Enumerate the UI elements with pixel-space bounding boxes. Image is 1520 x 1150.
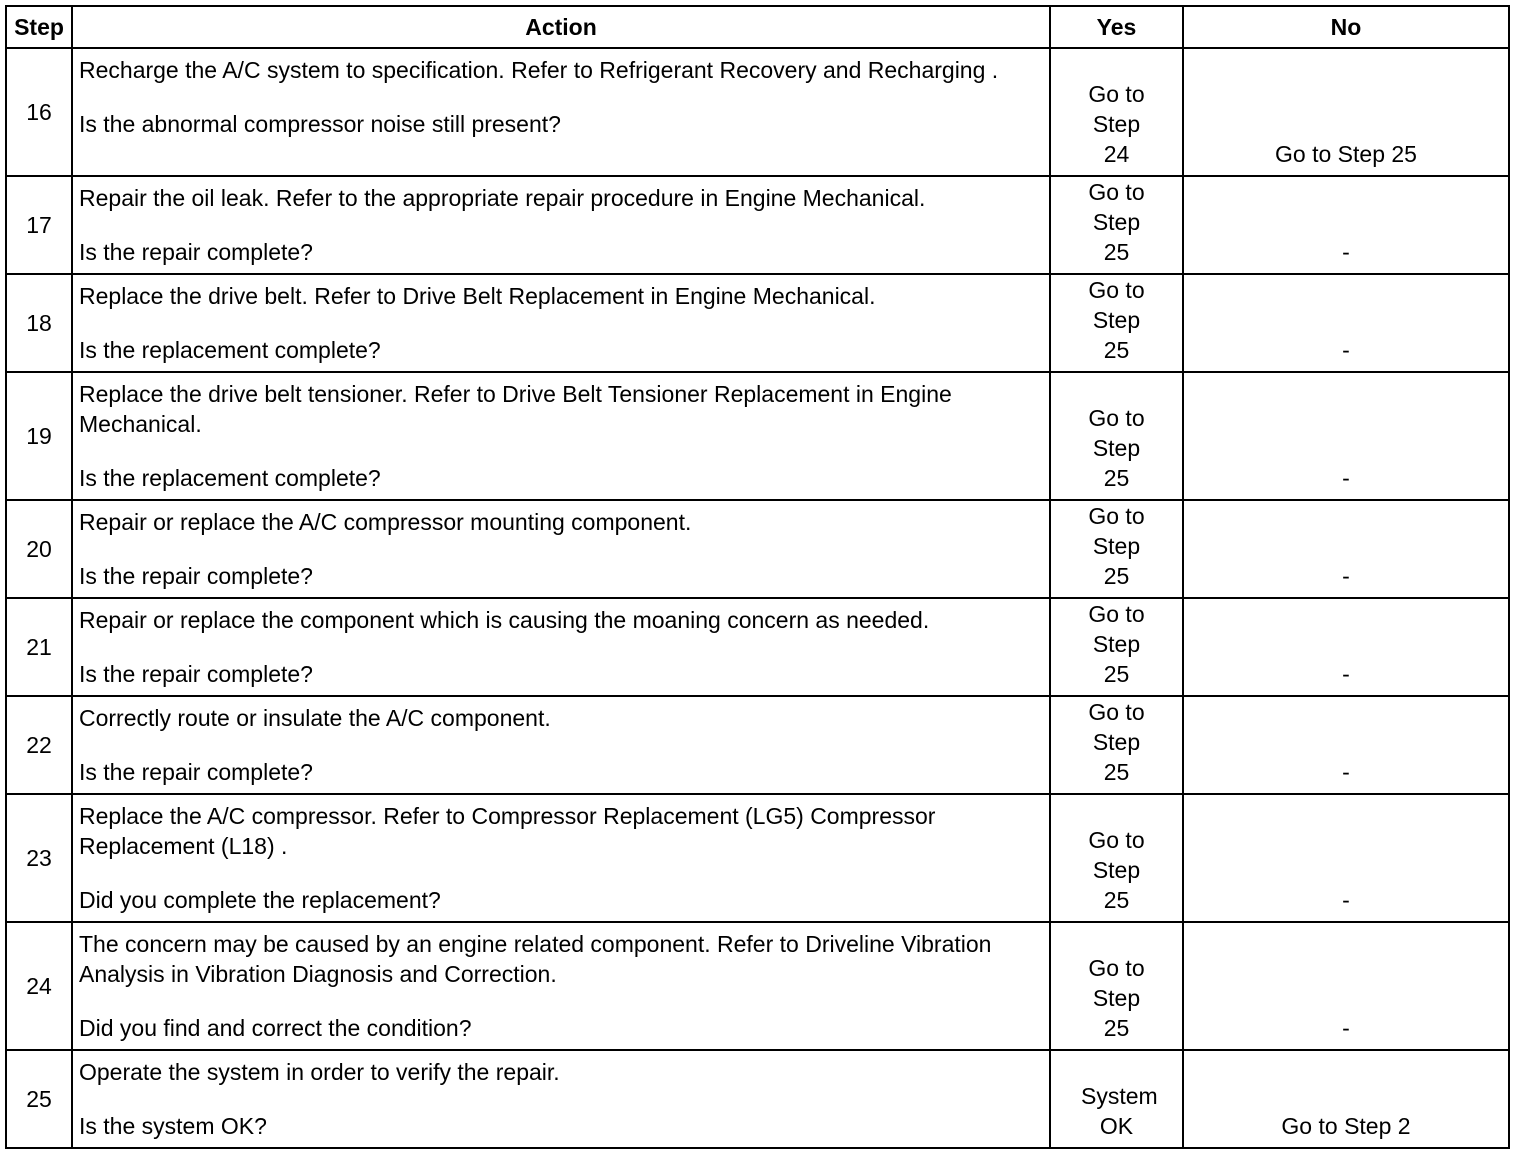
action-question: Did you complete the replacement?	[79, 887, 441, 913]
step-number: 17	[6, 176, 72, 274]
action-question: Is the system OK?	[79, 1113, 267, 1139]
step-number: 20	[6, 500, 72, 598]
action-instruction: Replace the drive belt. Refer to Drive Belt Replacement in Engine Mechanical.	[79, 283, 876, 309]
action-question: Is the replacement complete?	[79, 337, 381, 363]
action-question: Is the replacement complete?	[79, 465, 381, 491]
action-question: Is the repair complete?	[79, 661, 313, 687]
step-number: 22	[6, 696, 72, 794]
yes-result: Go to Step 25	[1050, 372, 1183, 500]
header-step: Step	[6, 6, 72, 48]
no-result: Go to Step 2	[1183, 1050, 1509, 1148]
table-row	[6, 1050, 1509, 1148]
action-question: Is the repair complete?	[79, 759, 313, 785]
action-instruction: Repair or replace the A/C compressor mounting component.	[79, 509, 692, 535]
action-instruction: Recharge the A/C system to specification. Refer to Refrigerant Recovery and Recharging .	[79, 57, 999, 83]
step-number: 25	[6, 1050, 72, 1148]
action-instruction: Repair the oil leak. Refer to the appropriate repair procedure in Engine Mechanical.	[79, 185, 926, 211]
action-question: Did you find and correct the condition?	[79, 1015, 472, 1041]
table-row	[6, 598, 1509, 696]
table-row	[6, 922, 1509, 1050]
diagnostic-table	[5, 5, 1510, 1149]
action-question: Is the repair complete?	[79, 239, 313, 265]
step-number: 23	[6, 794, 72, 922]
table-row	[6, 794, 1509, 922]
table-row	[6, 48, 1509, 176]
action-instruction: Replace the drive belt tensioner. Refer to Drive Belt Tensioner Replacement in Engine Mechanical.	[79, 381, 952, 437]
table-row	[6, 274, 1509, 372]
step-number: 18	[6, 274, 72, 372]
step-number: 19	[6, 372, 72, 500]
yes-result: Go to Step 24	[1050, 48, 1183, 176]
no-result: -	[1183, 696, 1509, 794]
no-result: -	[1183, 500, 1509, 598]
header-yes: Yes	[1050, 6, 1183, 48]
step-number: 21	[6, 598, 72, 696]
yes-result: Go to Step 25	[1050, 176, 1183, 274]
header-row	[6, 6, 1509, 48]
header-no: No	[1183, 6, 1509, 48]
action-cell	[72, 372, 1050, 500]
action-instruction: Repair or replace the component which is causing the moaning concern as needed.	[79, 607, 930, 633]
action-cell	[72, 48, 1050, 176]
yes-result: Go to Step 25	[1050, 922, 1183, 1050]
action-question: Is the repair complete?	[79, 563, 313, 589]
action-cell	[72, 500, 1050, 598]
action-instruction: Operate the system in order to verify the repair.	[79, 1059, 560, 1085]
no-result: -	[1183, 176, 1509, 274]
yes-result: Go to Step 25	[1050, 598, 1183, 696]
action-instruction: Correctly route or insulate the A/C component.	[79, 705, 551, 731]
yes-result: Go to Step 25	[1050, 274, 1183, 372]
action-cell	[72, 922, 1050, 1050]
action-cell	[72, 696, 1050, 794]
action-question: Is the abnormal compressor noise still present?	[79, 111, 561, 137]
table-row	[6, 696, 1509, 794]
no-result: -	[1183, 372, 1509, 500]
yes-result: Go to Step 25	[1050, 696, 1183, 794]
action-instruction: The concern may be caused by an engine related component. Refer to Driveline Vibration Analysis in Vibration Diagnosis and Correction.	[79, 931, 992, 987]
diagnostic-table-container	[5, 5, 1510, 1149]
table-row	[6, 372, 1509, 500]
step-number: 24	[6, 922, 72, 1050]
step-number: 16	[6, 48, 72, 176]
no-result: -	[1183, 794, 1509, 922]
action-cell	[72, 274, 1050, 372]
table-row	[6, 176, 1509, 274]
yes-result: Go to Step 25	[1050, 500, 1183, 598]
action-cell	[72, 1050, 1050, 1148]
action-cell	[72, 598, 1050, 696]
yes-result: System OK	[1050, 1050, 1183, 1148]
no-result: -	[1183, 598, 1509, 696]
header-action: Action	[72, 6, 1050, 48]
action-instruction: Replace the A/C compressor. Refer to Compressor Replacement (LG5) Compressor Replacement (L18) .	[79, 803, 936, 859]
action-cell	[72, 176, 1050, 274]
yes-result: Go to Step 25	[1050, 794, 1183, 922]
no-result: -	[1183, 922, 1509, 1050]
action-cell	[72, 794, 1050, 922]
table-row	[6, 500, 1509, 598]
no-result: Go to Step 25	[1183, 48, 1509, 176]
no-result: -	[1183, 274, 1509, 372]
